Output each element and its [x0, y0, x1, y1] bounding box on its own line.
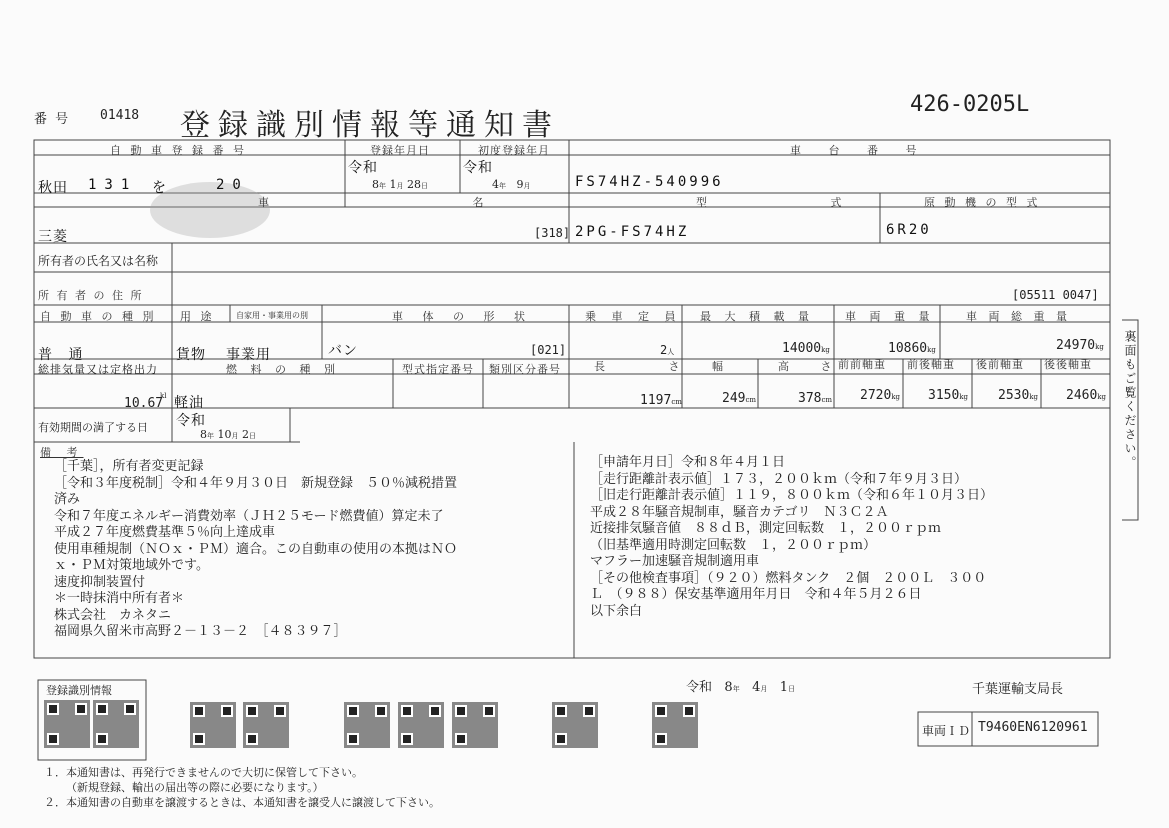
- hd-rf-axle: 後前軸重: [976, 358, 1024, 371]
- plate-kana: を: [152, 180, 167, 196]
- plate-number: 20: [216, 177, 249, 193]
- remark-left-line: 済み: [54, 492, 81, 507]
- footer-note-1: １．本通知書は、再発行できませんので大切に保管して下さい。: [44, 766, 363, 779]
- hd-height: 高 さ: [778, 360, 846, 373]
- qr-code-3: [190, 702, 236, 748]
- length-value: 1197: [640, 393, 672, 408]
- remark-right-line: 以下余白: [590, 603, 643, 619]
- hd-body-shape: 車 体 の 形 状: [392, 310, 533, 323]
- gross-weight-value: 24970: [1056, 338, 1096, 353]
- weight-value: 10860: [888, 341, 928, 356]
- reg-day: 28: [407, 178, 421, 191]
- rf-axle-unit: kg: [1029, 393, 1039, 401]
- remark-right-line: ［申請年月日］令和８年４月１日: [590, 455, 786, 470]
- hd-width: 幅: [712, 360, 726, 373]
- expiry-date: [200, 428, 256, 441]
- issue-era: 令和: [686, 680, 713, 695]
- remark-left-line: ［千葉］，所有者変更記録: [54, 459, 204, 474]
- remark-left-line: 株式会社 カネタニ: [54, 607, 172, 623]
- max-load-value: 14000: [782, 341, 822, 356]
- page-title: 登録識別情報等通知書: [180, 108, 560, 143]
- hd-length: 長 さ: [594, 360, 710, 373]
- displacement-unit: kl: [160, 392, 167, 400]
- max-load-unit: kg: [821, 346, 830, 354]
- gross-weight: [1056, 338, 1104, 353]
- hd-engine-model: 原 動 機 の 型 式: [924, 196, 1041, 209]
- fr-axle: [928, 388, 968, 403]
- number-value: 01418: [100, 108, 140, 123]
- rr-axle: [1066, 388, 1106, 403]
- hd-model: 型 式: [696, 196, 902, 209]
- issue-day-unit: 日: [788, 685, 796, 693]
- hd-fuel: 燃 料 の 種 別: [226, 363, 340, 376]
- reg-month-unit: 月: [396, 182, 404, 190]
- maker-code: [318]: [534, 226, 571, 240]
- ff-axle: [860, 388, 900, 403]
- capacity-unit: 人: [667, 348, 675, 356]
- maker: 三菱: [38, 229, 68, 245]
- hd-rr-axle: 後後軸重: [1044, 358, 1092, 371]
- hd-weight: 車 両 重 量: [845, 310, 935, 323]
- rr-axle-unit: kg: [1097, 393, 1107, 401]
- displacement-value: 10.67: [124, 396, 164, 411]
- remark-left-line: ＊一時抹消中所有者＊: [54, 591, 185, 606]
- qr-code-9: [652, 702, 698, 748]
- weight: [888, 341, 936, 356]
- footer-note-2: ２．本通知書の自動車を譲渡するときは、本通知書を譲受人に譲渡して下さい。: [44, 796, 440, 809]
- max-load: [782, 341, 830, 356]
- qr-code-2: [93, 700, 139, 748]
- hd-max-load: 最 大 積 載 量: [700, 310, 814, 323]
- issue-date: [686, 676, 795, 695]
- address-code: [05511 0047]: [1012, 288, 1099, 302]
- hd-expiry: 有効期間の満了する日: [38, 421, 148, 434]
- hd-category-number: 類別区分番号: [489, 363, 561, 376]
- gross-weight-unit: kg: [1095, 343, 1104, 351]
- fr-axle-unit: kg: [959, 393, 969, 401]
- issue-month-unit: 月: [760, 685, 768, 693]
- use: 貨物: [176, 347, 206, 363]
- qr-code-8: [552, 702, 598, 748]
- qr-code-7: [452, 702, 498, 748]
- hd-name: 車 名: [258, 196, 584, 209]
- first-reg-date: [492, 178, 531, 191]
- weight-unit: kg: [927, 346, 936, 354]
- footer-note-1b: （新規登録、輸出の届出等の際に必要になります。）: [66, 781, 324, 794]
- remark-right-line: ［旧走行距離計表示値］１１９，８００ｋｍ（令和６年１０月３日）: [590, 488, 994, 503]
- qr-code-5: [344, 702, 390, 748]
- hd-reg-number: 自 動 車 登 録 番 号: [110, 144, 247, 157]
- expiry-day: 2: [242, 428, 249, 441]
- issue-day: 1: [779, 680, 789, 695]
- remark-right-line: ［走行距離計表示値］１７３，２００ｋｍ（令和７年９月３日）: [590, 471, 968, 487]
- side-note: 裏面もご覧ください。: [1123, 330, 1137, 470]
- vehicle-id: T9460EN6120961: [978, 720, 1088, 735]
- reg-month: 1: [389, 178, 397, 191]
- hd-reg-date: 登録年月日: [370, 144, 430, 157]
- hd-chassis: 車 台 番 号: [790, 144, 929, 157]
- vehicle-type: 普 通: [38, 347, 89, 363]
- hd-owner-address: 所 有 者 の 住 所: [38, 289, 144, 302]
- hd-model-designation: 型式指定番号: [402, 363, 474, 376]
- issue-year-unit: 年: [732, 685, 740, 693]
- hd-fr-axle: 前後軸重: [907, 358, 955, 371]
- plate-class: 131: [88, 177, 138, 193]
- issuer: 千葉運輸支局長: [972, 682, 1064, 697]
- capacity: [660, 343, 674, 357]
- hd-first-reg: 初度登録年月: [478, 144, 550, 157]
- remark-left-line: 令和７年度エネルギー消費効率（ＪＨ２５モード燃費値）算定未了: [54, 508, 444, 524]
- width-value: 249: [722, 391, 746, 406]
- hd-use: 用 途: [180, 310, 215, 323]
- reg-year-unit: 年: [379, 182, 386, 190]
- remarks-right: [590, 455, 993, 620]
- height-value: 378: [798, 391, 822, 406]
- hd-remarks: 備 考: [40, 446, 84, 459]
- use-sub: 事業用: [226, 347, 271, 363]
- rr-axle-value: 2460: [1066, 388, 1098, 403]
- remark-right-line: ［その他検査事項］（９２０）燃料タンク ２個 ２００Ｌ ３００: [590, 570, 987, 586]
- rf-axle: [998, 388, 1038, 403]
- expiry-era: 令和: [176, 413, 206, 429]
- capacity-value: 2: [660, 343, 668, 357]
- qr-code-4: [243, 702, 289, 748]
- issue-month: 4: [752, 680, 761, 695]
- chassis-number: FS74HZ-540996: [575, 174, 724, 190]
- body-code: [021]: [530, 343, 567, 357]
- remark-left-line: 速度抑制装置付: [54, 574, 146, 590]
- hd-displacement: 総排気量又は定格出力: [38, 363, 158, 376]
- id-box-label: 登録識別情報: [46, 684, 112, 697]
- number-label: 番 号: [34, 112, 71, 127]
- expiry-month-unit: 月: [231, 432, 239, 440]
- ff-axle-unit: kg: [891, 393, 901, 401]
- qr-code-1: [44, 700, 90, 748]
- doc-code: 426-0205L: [910, 92, 1030, 117]
- hd-capacity: 乗 車 定 員: [585, 310, 682, 323]
- fr-axle-value: 3150: [928, 388, 960, 403]
- reg-era: 令和: [348, 160, 378, 176]
- body-shape: バン: [328, 343, 358, 359]
- first-year-unit: 年: [499, 182, 506, 190]
- remark-left-line: ［令和３年度税制］令和４年９月３０日 新規登録 ５０％減税措置: [54, 475, 458, 491]
- first-year: 4: [492, 178, 499, 191]
- width-unit: cm: [745, 396, 757, 404]
- width: [722, 391, 756, 406]
- remark-left-line: 福岡県久留米市高野２－１３－２ ［４８３９７］: [54, 624, 347, 639]
- remark-right-line: （旧基準適用時測定回転数 １，２００ｒｐｍ）: [590, 537, 877, 553]
- remark-left-line: ｘ・ＰＭ対策地域外です。: [54, 558, 209, 573]
- hd-gross-weight: 車 両 総 重 量: [966, 310, 1071, 323]
- expiry-day-unit: 日: [249, 432, 256, 440]
- first-month: 9: [516, 178, 524, 191]
- hd-owner-name: 所有者の氏名又は名称: [38, 254, 159, 268]
- engine-model-value: 6R20: [886, 222, 932, 238]
- vehicle-id-label: 車両ＩＤ: [922, 724, 971, 738]
- remark-right-line: 近接排気騒音値 ８８ｄＢ，測定回転数 １，２００ｒｐｍ: [590, 521, 942, 536]
- remark-left-line: 使用車種規制（ＮＯｘ・ＰＭ）適合。この自動車の使用の本拠はＮＯ: [54, 541, 458, 557]
- hd-ff-axle: 前前軸重: [838, 358, 886, 371]
- remark-right-line: マフラー加速騒音規制適用車: [590, 554, 760, 569]
- plate-region: 秋田: [38, 180, 68, 196]
- reg-year: 8: [372, 178, 379, 191]
- length-unit: cm: [671, 398, 682, 406]
- remark-left-line: 平成２７年度燃費基準５％向上達成車: [54, 525, 276, 540]
- hd-vehicle-type: 自 動 車 の 種 別: [40, 310, 157, 323]
- remark-right-line: 平成２８年騒音規制車，騒音カテゴリ Ｎ３Ｃ２Ａ: [590, 504, 889, 520]
- remarks-left: [54, 459, 457, 641]
- hd-use-sub: 自家用・事業用の別: [236, 311, 308, 320]
- expiry-year: 8: [200, 428, 207, 441]
- rf-axle-value: 2530: [998, 388, 1030, 403]
- model-value: 2PG-FS74HZ: [575, 224, 690, 240]
- first-era: 令和: [463, 160, 493, 176]
- qr-code-6: [398, 702, 444, 748]
- reg-date: [372, 178, 428, 191]
- expiry-month: 10: [217, 428, 232, 441]
- ff-axle-value: 2720: [860, 388, 892, 403]
- reg-day-unit: 日: [421, 182, 428, 190]
- remark-right-line: Ｌ （９８８）保安基準適用年月日 令和４年５月２６日: [590, 587, 922, 602]
- expiry-year-unit: 年: [207, 432, 214, 440]
- height: [798, 391, 832, 406]
- height-unit: cm: [821, 396, 833, 404]
- first-month-unit: 月: [523, 182, 531, 190]
- fuel-value: 軽油: [174, 395, 204, 411]
- length: [640, 393, 682, 408]
- issue-year: 8: [724, 680, 733, 695]
